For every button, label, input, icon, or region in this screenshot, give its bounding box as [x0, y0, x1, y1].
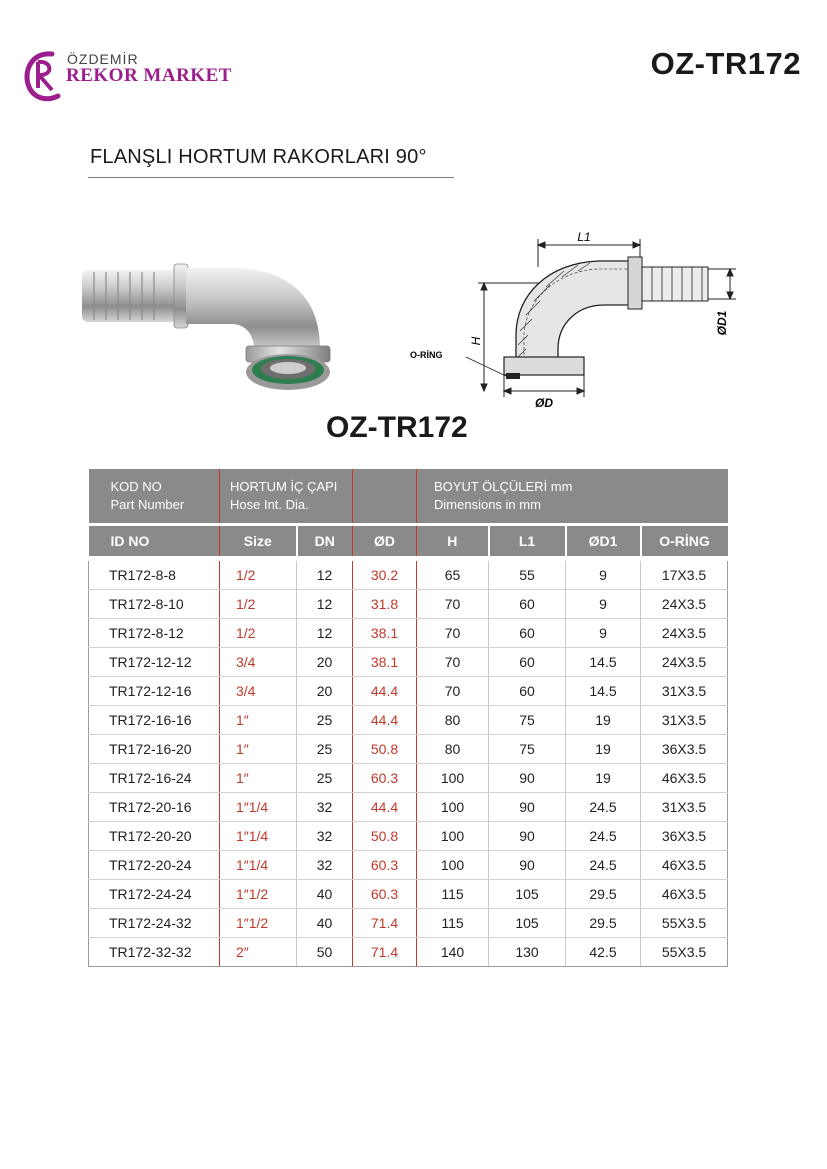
cell-size: 1″1/4	[220, 822, 297, 851]
cell-dn: 50	[297, 938, 353, 967]
cell-h: 80	[417, 735, 489, 764]
cell-size: 1″1/2	[220, 880, 297, 909]
cell-h: 70	[417, 677, 489, 706]
cell-size: 1″	[220, 735, 297, 764]
cell-od: 31.8	[353, 590, 417, 619]
cell-h: 100	[417, 851, 489, 880]
cell-dn: 40	[297, 880, 353, 909]
cell-od: 44.4	[353, 793, 417, 822]
cell-oring: 55X3.5	[641, 909, 728, 938]
header-part-number: KOD NO Part Number	[89, 469, 220, 525]
col-h: H	[417, 525, 489, 557]
header-dimensions: BOYUT ÖLÇÜLERİ mm Dimensions in mm	[417, 469, 728, 525]
table-row	[89, 735, 728, 764]
cell-id-no: TR172-12-12	[89, 648, 220, 677]
cell-oring: 46X3.5	[641, 851, 728, 880]
cell-od1: 24.5	[566, 851, 641, 880]
cell-od: 44.4	[353, 706, 417, 735]
cell-oring: 31X3.5	[641, 706, 728, 735]
cell-h: 100	[417, 822, 489, 851]
cell-size: 1″1/4	[220, 793, 297, 822]
table-row	[89, 764, 728, 793]
table-row	[89, 851, 728, 880]
cell-od: 30.2	[353, 561, 417, 590]
cell-h: 140	[417, 938, 489, 967]
cell-oring: 17X3.5	[641, 561, 728, 590]
cell-id-no: TR172-16-20	[89, 735, 220, 764]
cell-h: 70	[417, 648, 489, 677]
col-od: ØD	[353, 525, 417, 557]
cell-dn: 40	[297, 909, 353, 938]
cell-dn: 25	[297, 764, 353, 793]
cell-size: 3/4	[220, 648, 297, 677]
cell-id-no: TR172-20-20	[89, 822, 220, 851]
table-row	[89, 677, 728, 706]
cell-l1: 60	[489, 648, 566, 677]
cell-l1: 105	[489, 909, 566, 938]
cell-od: 38.1	[353, 619, 417, 648]
label-od1: ØD1	[715, 310, 729, 336]
table-row	[89, 590, 728, 619]
cell-oring: 24X3.5	[641, 590, 728, 619]
table-row	[89, 706, 728, 735]
label-oring: O-RİNG	[410, 350, 443, 360]
cell-l1: 75	[489, 706, 566, 735]
cell-oring: 46X3.5	[641, 880, 728, 909]
cell-id-no: TR172-20-16	[89, 793, 220, 822]
table-body	[89, 561, 728, 967]
cell-l1: 90	[489, 793, 566, 822]
cell-size: 2″	[220, 938, 297, 967]
brand-name-top: ÖZDEMİR	[67, 51, 139, 67]
cell-l1: 90	[489, 764, 566, 793]
cell-oring: 36X3.5	[641, 822, 728, 851]
cell-size: 1″1/2	[220, 909, 297, 938]
cell-od1: 24.5	[566, 793, 641, 822]
cell-size: 1″	[220, 706, 297, 735]
cell-od1: 19	[566, 764, 641, 793]
cell-oring: 46X3.5	[641, 764, 728, 793]
table-row	[89, 648, 728, 677]
cell-h: 70	[417, 590, 489, 619]
cell-od: 60.3	[353, 764, 417, 793]
cell-dn: 20	[297, 648, 353, 677]
cell-od: 38.1	[353, 648, 417, 677]
section-title-rule	[88, 177, 454, 178]
cell-dn: 20	[297, 677, 353, 706]
col-size: Size	[220, 525, 297, 557]
cell-od1: 29.5	[566, 909, 641, 938]
product-code-title: OZ-TR172	[326, 411, 468, 444]
cell-od1: 19	[566, 735, 641, 764]
table-row	[89, 880, 728, 909]
brand-logo	[22, 48, 242, 104]
cell-id-no: TR172-24-24	[89, 880, 220, 909]
header-hose-int-dia: HORTUM İÇ ÇAPI Hose Int. Dia.	[220, 469, 353, 525]
cell-l1: 105	[489, 880, 566, 909]
cell-od: 71.4	[353, 909, 417, 938]
table-column-header-row	[89, 525, 728, 557]
cell-od: 71.4	[353, 938, 417, 967]
cell-h: 100	[417, 793, 489, 822]
cell-h: 115	[417, 909, 489, 938]
table-row	[89, 909, 728, 938]
logo-mark-icon	[22, 48, 66, 104]
brand-name-main: REKOR MARKET	[66, 65, 232, 86]
table-row	[89, 938, 728, 967]
cell-dn: 25	[297, 735, 353, 764]
cell-oring: 24X3.5	[641, 648, 728, 677]
cell-h: 70	[417, 619, 489, 648]
cell-h: 100	[417, 764, 489, 793]
cell-l1: 90	[489, 822, 566, 851]
label-h: H	[469, 336, 483, 346]
product-photo	[82, 252, 342, 402]
col-oring: O-RİNG	[641, 525, 728, 557]
cell-oring: 36X3.5	[641, 735, 728, 764]
cell-size: 1″	[220, 764, 297, 793]
cell-size: 1/2	[220, 561, 297, 590]
col-id-no: ID NO	[89, 525, 220, 557]
cell-size: 1/2	[220, 590, 297, 619]
cell-l1: 60	[489, 677, 566, 706]
cell-id-no: TR172-20-24	[89, 851, 220, 880]
cell-l1: 60	[489, 590, 566, 619]
cell-dn: 32	[297, 851, 353, 880]
cell-l1: 130	[489, 938, 566, 967]
cell-od: 50.8	[353, 735, 417, 764]
cell-h: 65	[417, 561, 489, 590]
cell-od1: 9	[566, 619, 641, 648]
cell-id-no: TR172-16-24	[89, 764, 220, 793]
cell-od1: 24.5	[566, 822, 641, 851]
cell-od: 44.4	[353, 677, 417, 706]
cell-h: 80	[417, 706, 489, 735]
cell-l1: 90	[489, 851, 566, 880]
cell-od: 60.3	[353, 851, 417, 880]
cell-od1: 14.5	[566, 677, 641, 706]
col-l1: L1	[489, 525, 566, 557]
col-od1: ØD1	[566, 525, 641, 557]
cell-oring: 31X3.5	[641, 677, 728, 706]
cell-h: 115	[417, 880, 489, 909]
table-row	[89, 561, 728, 590]
cell-id-no: TR172-32-32	[89, 938, 220, 967]
cell-oring: 31X3.5	[641, 793, 728, 822]
cell-od1: 9	[566, 561, 641, 590]
cell-l1: 75	[489, 735, 566, 764]
cell-od1: 29.5	[566, 880, 641, 909]
table-row	[89, 619, 728, 648]
cell-dn: 32	[297, 822, 353, 851]
spec-table	[88, 469, 728, 967]
label-l1: L1	[577, 230, 591, 244]
cell-od1: 9	[566, 590, 641, 619]
cell-l1: 60	[489, 619, 566, 648]
cell-id-no: TR172-16-16	[89, 706, 220, 735]
cell-dn: 12	[297, 590, 353, 619]
cell-oring: 24X3.5	[641, 619, 728, 648]
product-code-header: OZ-TR172	[650, 46, 801, 81]
cell-size: 1″1/4	[220, 851, 297, 880]
table-header-group-row	[89, 469, 728, 525]
cell-oring: 55X3.5	[641, 938, 728, 967]
cell-dn: 25	[297, 706, 353, 735]
cell-dn: 12	[297, 561, 353, 590]
cell-id-no: TR172-8-10	[89, 590, 220, 619]
cell-od1: 14.5	[566, 648, 641, 677]
table-row	[89, 793, 728, 822]
cell-id-no: TR172-8-12	[89, 619, 220, 648]
cell-id-no: TR172-24-32	[89, 909, 220, 938]
technical-drawing	[408, 225, 753, 420]
cell-od1: 19	[566, 706, 641, 735]
cell-od1: 42.5	[566, 938, 641, 967]
header-blank	[353, 469, 417, 525]
cell-od: 50.8	[353, 822, 417, 851]
col-dn: DN	[297, 525, 353, 557]
cell-size: 1/2	[220, 619, 297, 648]
cell-id-no: TR172-12-16	[89, 677, 220, 706]
cell-od: 60.3	[353, 880, 417, 909]
section-title: FLANŞLI HORTUM RAKORLARI 90°	[90, 146, 427, 168]
cell-dn: 12	[297, 619, 353, 648]
cell-id-no: TR172-8-8	[89, 561, 220, 590]
cell-size: 3/4	[220, 677, 297, 706]
cell-l1: 55	[489, 561, 566, 590]
cell-dn: 32	[297, 793, 353, 822]
table-row	[89, 822, 728, 851]
label-od: ØD	[535, 396, 553, 410]
